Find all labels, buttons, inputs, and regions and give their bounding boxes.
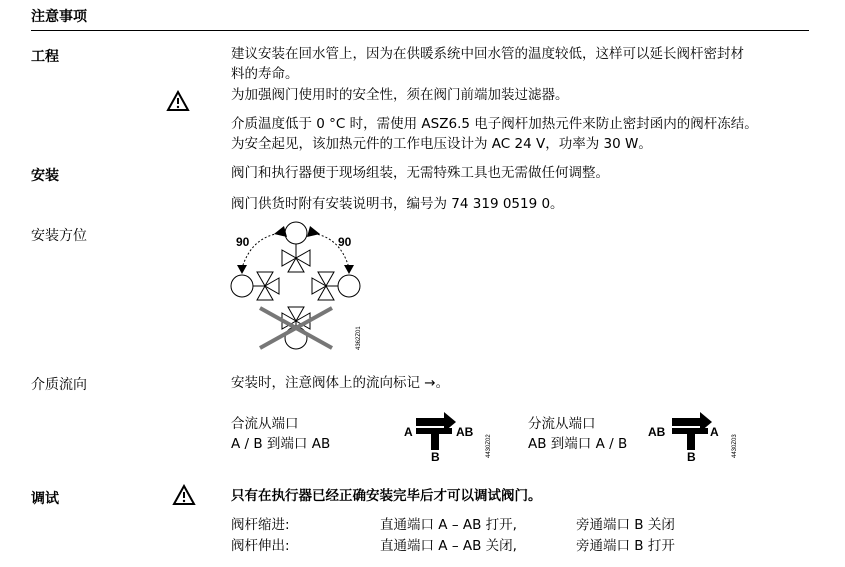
diverting-figure-code: 4430Z03 bbox=[732, 434, 738, 458]
commissioning-warning: 只有在执行器已经正确安装完毕后才可以调试阀门。 bbox=[231, 488, 542, 504]
valve-right bbox=[312, 272, 360, 300]
page-title: 注意事项 bbox=[31, 9, 87, 25]
warning-triangle-icon bbox=[166, 90, 190, 112]
stem-row-straight-port: 直通端口 A – AB 打开, bbox=[380, 517, 517, 533]
diverting-port-right: A bbox=[710, 425, 719, 439]
engineering-paragraph-2: 为加强阀门使用时的安全性，须在阀门前端加装过滤器。 bbox=[231, 87, 569, 103]
mixing-port-bottom: B bbox=[431, 450, 440, 464]
mixing-description: A / B 到端口 AB bbox=[231, 436, 331, 452]
orientation-figure-code: 4362Z01 bbox=[356, 326, 362, 350]
section-heading-commissioning: 调试 bbox=[31, 491, 59, 507]
valve-bottom-forbidden bbox=[260, 307, 332, 349]
stem-row-bypass-port: 旁通端口 B 打开 bbox=[576, 538, 675, 554]
title-divider bbox=[31, 30, 809, 31]
section-heading-orientation: 安装方位 bbox=[31, 228, 87, 244]
stem-row-straight-port: 直通端口 A – AB 关闭, bbox=[380, 538, 517, 554]
angle-left-label: 90 bbox=[236, 235, 250, 249]
mixing-port-left: A bbox=[404, 425, 413, 439]
flow-intro: 安装时，注意阀体上的流向标记 →。 bbox=[231, 375, 450, 391]
engineering-paragraph-3-line-1: 介质温度低于 0 °C 时，需使用 ASZ6.5 电子阀杆加热元件来防止密封函内的阀杆冻结。 bbox=[231, 116, 758, 132]
diverting-port-bottom: B bbox=[687, 450, 696, 464]
mixing-figure-code: 4430Z02 bbox=[486, 434, 492, 458]
stem-row-label: 阀杆伸出: bbox=[231, 538, 290, 554]
diverting-flow-diagram bbox=[648, 408, 744, 466]
stem-row-bypass-port: 旁通端口 B 关闭 bbox=[576, 517, 675, 533]
installation-paragraph-1: 阀门和执行器便于现场组装，无需特殊工具也无需做任何调整。 bbox=[231, 165, 609, 181]
mixing-flow-diagram bbox=[402, 408, 498, 466]
section-heading-engineering: 工程 bbox=[31, 49, 59, 65]
valve-left bbox=[231, 272, 279, 300]
engineering-paragraph-1-line-1: 建议安装在回水管上，因为在供暖系统中回水管的温度较低，这样可以延长阀杆密封材 bbox=[231, 46, 744, 62]
diverting-description: AB 到端口 A / B bbox=[528, 436, 628, 452]
section-heading-installation: 安装 bbox=[31, 168, 59, 184]
section-heading-flow-direction: 介质流向 bbox=[31, 377, 87, 393]
valve-top bbox=[282, 222, 310, 272]
stem-row-label: 阀杆缩进: bbox=[231, 517, 290, 533]
mixing-title: 合流从端口 bbox=[231, 416, 299, 432]
mixing-port-right: AB bbox=[456, 425, 474, 439]
diverting-title: 分流从端口 bbox=[528, 416, 596, 432]
warning-triangle-icon bbox=[172, 484, 196, 506]
diverting-port-left: AB bbox=[648, 425, 666, 439]
mounting-orientation-diagram bbox=[222, 218, 372, 356]
engineering-paragraph-1-line-2: 料的寿命。 bbox=[231, 66, 299, 82]
installation-paragraph-2: 阀门供货时附有安装说明书，编号为 74 319 0519 0。 bbox=[231, 196, 564, 212]
engineering-paragraph-3-line-2: 为安全起见，该加热元件的工作电压设计为 AC 24 V，功率为 30 W。 bbox=[231, 136, 652, 152]
angle-right-label: 90 bbox=[338, 235, 352, 249]
